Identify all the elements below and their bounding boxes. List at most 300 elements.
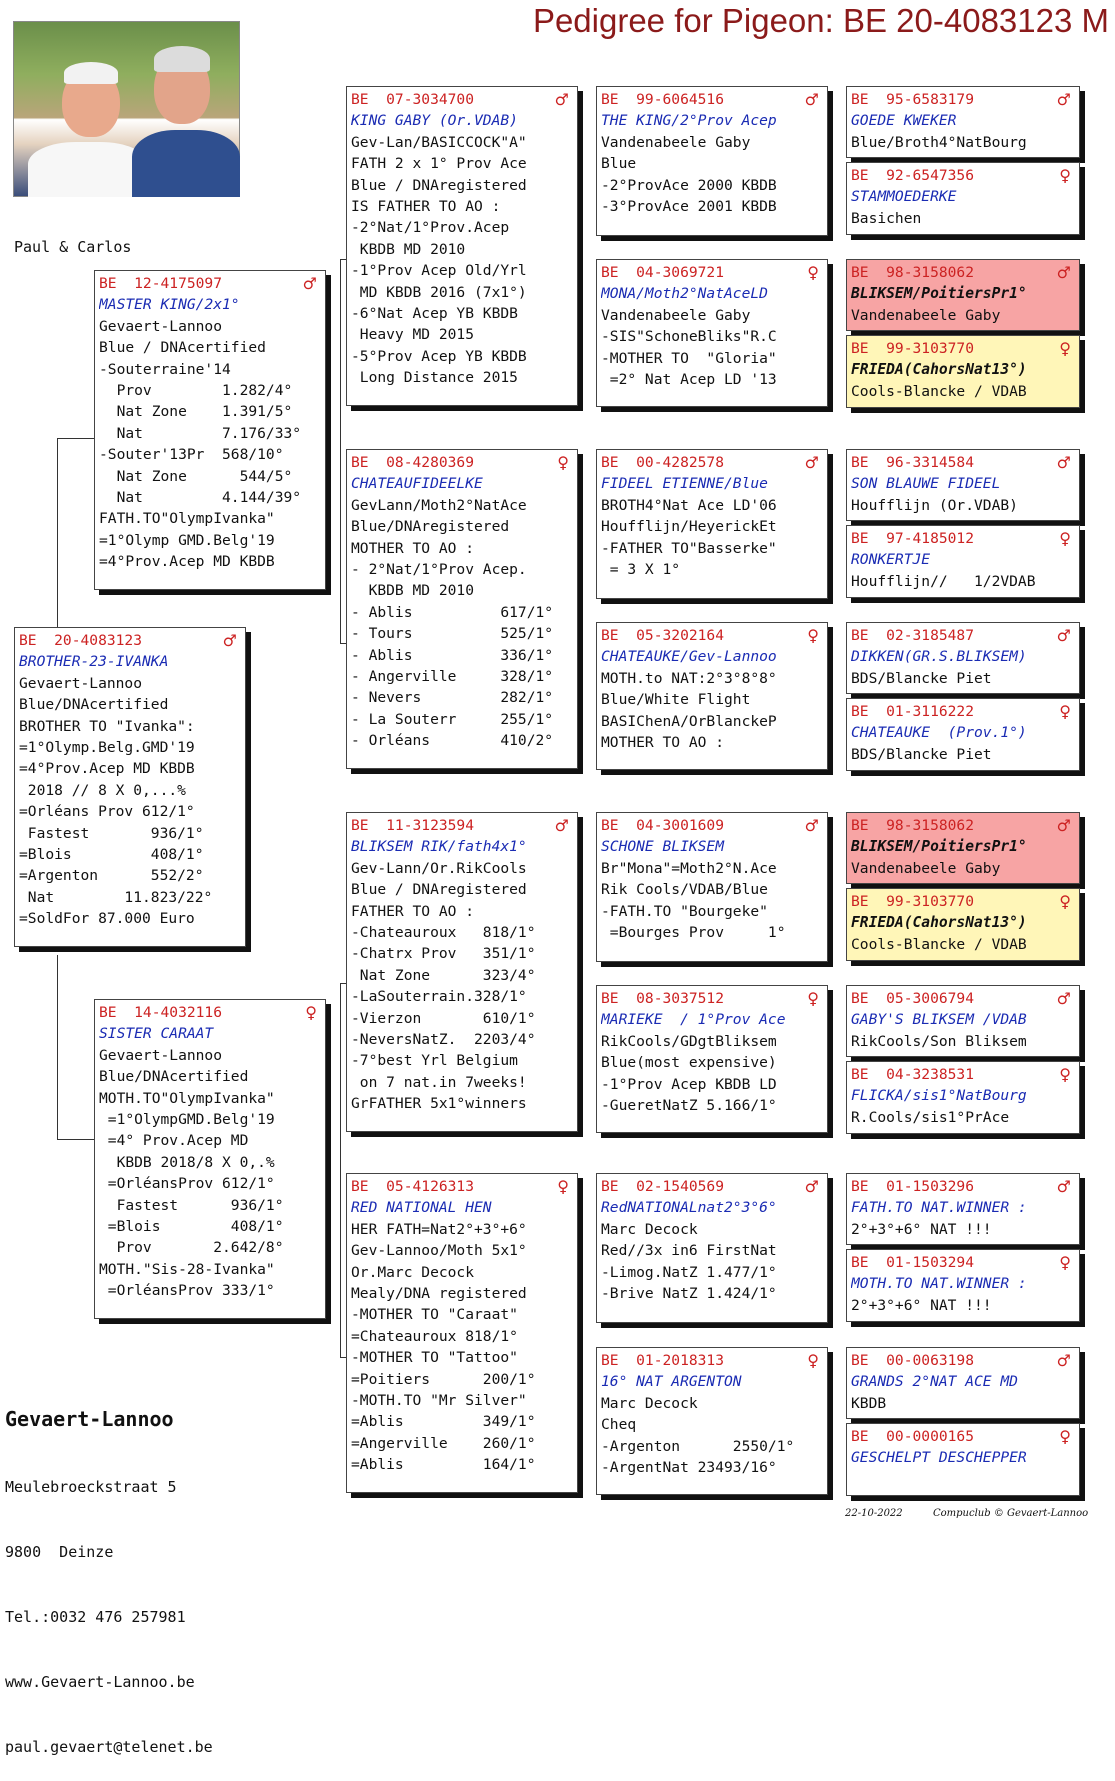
pigeon-card-sire[interactable] (94, 270, 326, 590)
pigeon-name: GRANDS 2°NAT ACE MD (851, 1373, 1018, 1391)
pigeon-detail-line: -NeversNatZ. 2203/4° (351, 1030, 536, 1048)
pigeon-name: MONA/Moth2°NatAceLD (601, 285, 768, 303)
pigeon-name: GESCHELPT DESCHEPPER (851, 1449, 1027, 1467)
connector-line (57, 438, 95, 439)
female-symbol-icon: ♀ (1059, 1065, 1071, 1084)
pigeon-card-g9[interactable] (846, 812, 1080, 884)
ring-number: BE 01-1503294 (851, 1254, 975, 1271)
male-symbol-icon: ♂ (804, 1177, 819, 1196)
ring-number-row (19, 630, 241, 651)
connector-line (57, 1139, 95, 1140)
male-symbol-icon: ♂ (804, 90, 819, 109)
pigeon-detail-line: Nat 4.144/39° (99, 488, 302, 506)
pigeon-detail-line: Houfflijn// 1/2VDAB (851, 572, 1036, 590)
male-symbol-icon: ♂ (1056, 989, 1071, 1008)
pigeon-detail-line: RikCools/GDgtBliksem (601, 1032, 777, 1050)
pigeon-card-g1[interactable] (846, 86, 1080, 158)
ring-number: BE 04-3238531 (851, 1066, 975, 1083)
pigeon-detail-line: =Bourges Prov 1° (601, 923, 786, 941)
pigeon-detail-line: =Ablis 164/1° (351, 1456, 536, 1474)
male-symbol-icon: ♂ (1056, 263, 1071, 282)
pigeon-detail-line: =Blois 408/1° (99, 1217, 284, 1235)
pigeon-detail-line: -Souter'13Pr 568/10° (99, 446, 284, 464)
ring-number: BE 07-3034700 (351, 91, 475, 108)
male-symbol-icon: ♂ (1056, 1177, 1071, 1196)
pigeon-detail-line: =4°Prov.Acep MD KBDB (99, 553, 275, 571)
pigeon-detail-line: GrFATHER 5x1°winners (351, 1095, 527, 1113)
connector-line (340, 259, 341, 644)
ring-number: BE 04-3001609 (601, 817, 725, 834)
pigeon-card-g5[interactable] (846, 449, 1080, 521)
pigeon-detail-line: Gevaert-Lannoo (99, 317, 223, 335)
ring-number: BE 02-1540569 (601, 1178, 725, 1195)
pigeon-detail-line: Rik Cools/VDAB/Blue (601, 881, 768, 899)
pigeon-detail-line: Vandenabeele Gaby (851, 306, 1001, 324)
pigeon-detail-line: -SIS"SchoneBliks"R.C (601, 328, 777, 346)
pigeon-detail-line: MOTH.TO"OlympIvanka" (99, 1089, 275, 1107)
pigeon-detail-line: MOTHER TO AO : (351, 539, 475, 557)
ring-number-row (851, 815, 1075, 836)
pigeon-detail-line: BDS/Blancke Piet (851, 745, 992, 763)
connector-line (57, 955, 58, 1140)
ring-number: BE 02-3185487 (851, 627, 975, 644)
ring-number-row (851, 89, 1075, 110)
pigeon-detail-line: Gev-Lan/BASICCOCK"A" (351, 133, 527, 151)
pigeon-detail-line: Blue/Broth4°NatBourg (851, 133, 1027, 151)
pigeon-detail-line: MD KBDB 2016 (7x1°) (351, 283, 527, 301)
ring-number: BE 01-3116222 (851, 703, 975, 720)
female-symbol-icon: ♀ (557, 453, 569, 472)
pigeon-detail-line: -1°Prov Acep Old/Yrl (351, 262, 527, 280)
pigeon-detail-line: -MOTHER TO "Tattoo" (351, 1349, 518, 1367)
pigeon-detail-line: =4°Prov.Acep MD KBDB (19, 760, 195, 778)
pigeon-name: RED NATIONAL HEN (351, 1199, 492, 1217)
website-link[interactable]: www.Gevaert-Lannoo.be (5, 1673, 195, 1692)
female-symbol-icon: ♀ (807, 989, 819, 1008)
male-symbol-icon: ♂ (302, 274, 317, 293)
ring-number-row (851, 528, 1075, 549)
pigeon-detail-line: Marc Decock (601, 1394, 698, 1412)
pigeon-card-g14[interactable] (846, 1249, 1080, 1322)
pigeon-detail-line: - Angerville 328/1° (351, 667, 554, 685)
male-symbol-icon: ♂ (804, 816, 819, 835)
ring-number-row (601, 625, 823, 646)
pigeon-detail-line: KBDB MD 2010 (351, 240, 466, 258)
pigeon-card-g6[interactable] (846, 525, 1080, 598)
pigeon-detail-line: Fastest 936/1° (19, 824, 204, 842)
ring-number: BE 01-1503296 (851, 1178, 975, 1195)
pigeon-detail-line: GevLann/Moth2°NatAce (351, 496, 527, 514)
pigeon-detail-line: =1°Olymp.Belg.GMD'19 (19, 738, 195, 756)
pigeon-detail-line: -Limog.NatZ 1.477/1° (601, 1263, 777, 1281)
ring-number-row (99, 1002, 321, 1023)
pigeon-name: STAMMOEDERKE (851, 188, 957, 206)
pigeon-card-dss[interactable] (596, 812, 828, 962)
pigeon-detail-line: IS FATHER TO AO : (351, 197, 501, 215)
pigeon-name: FRIEDA(CahorsNat13°) (851, 361, 1027, 379)
ring-number: BE 97-4185012 (851, 530, 975, 547)
pigeon-detail-line: - La Souterr 255/1° (351, 710, 554, 728)
ring-number: BE 05-3202164 (601, 627, 725, 644)
ring-number: BE 08-3037512 (601, 990, 725, 1007)
ring-number: BE 96-3314584 (851, 454, 975, 471)
ring-number: BE 00-4282578 (601, 454, 725, 471)
ring-number-row (351, 1176, 573, 1197)
pigeon-detail-line: -ArgentNat 23493/16° (601, 1458, 777, 1476)
pigeon-card-g10[interactable] (846, 888, 1080, 961)
pigeon-name: GOEDE KWEKER (851, 112, 957, 130)
ring-number-row (601, 452, 823, 473)
pigeon-detail-line: - Orléans 410/2° (351, 732, 554, 750)
pigeon-detail-line: = 3 X 1° (601, 560, 681, 578)
print-date: 22-10-2022 (845, 1508, 903, 1519)
ring-number-row (601, 1350, 823, 1371)
male-symbol-icon: ♂ (554, 90, 569, 109)
pigeon-name: THE KING/2°Prov Acep (601, 112, 777, 130)
pigeon-detail-line: BDS/Blancke Piet (851, 669, 992, 687)
pigeon-name: RONKERTJE (851, 551, 931, 569)
ring-number-row (851, 1176, 1075, 1197)
pigeon-detail-line: =Poitiers 200/1° (351, 1370, 536, 1388)
pigeon-detail-line: =Blois 408/1° (19, 845, 204, 863)
pigeon-detail-line: KBDB MD 2010 (351, 582, 475, 600)
ring-number: BE 99-6064516 (601, 91, 725, 108)
pigeon-detail-line: Nat 11.823/22° (19, 888, 213, 906)
pigeon-name: DIKKEN(GR.S.BLIKSEM) (851, 648, 1027, 666)
pigeon-card-ds[interactable] (346, 812, 578, 1132)
ring-number-row (851, 165, 1075, 186)
pigeon-detail-line: =Chateauroux 818/1° (351, 1327, 518, 1345)
pigeon-detail-line: Blue / DNAregistered (351, 881, 527, 899)
pigeon-card-g16[interactable] (846, 1423, 1080, 1496)
ring-number-row (851, 1426, 1075, 1447)
pigeon-name: FIDEEL ETIENNE/Blue (601, 475, 768, 493)
address-line: Meulebroeckstraat 5 (5, 1477, 177, 1496)
ring-number-row (351, 452, 573, 473)
pigeon-detail-line: =4° Prov.Acep MD (99, 1132, 249, 1150)
pigeon-card-sd[interactable] (346, 449, 578, 769)
ring-number-row (851, 262, 1075, 283)
pigeon-detail-line: =Angerville 260/1° (351, 1434, 536, 1452)
phone-line: Tel.:0032 476 257981 (5, 1608, 186, 1627)
pigeon-detail-line: FATH 2 x 1° Prov Ace (351, 155, 527, 173)
ring-number: BE 00-0063198 (851, 1352, 975, 1369)
pigeon-detail-line: Red//3x in6 FirstNat (601, 1242, 777, 1260)
pigeon-detail-line: Prov 2.642/8° (99, 1239, 284, 1257)
ring-number: BE 00-0000165 (851, 1428, 975, 1445)
pigeon-card-dsd[interactable] (596, 985, 828, 1133)
pigeon-detail-line: -MOTH.TO "Mr Silver" (351, 1391, 527, 1409)
pigeon-name: FRIEDA(CahorsNat13°) (851, 914, 1027, 932)
pigeon-detail-line: -6°Nat Acep YB KBDB (351, 304, 518, 322)
pigeon-detail-line: =OrléansProv 612/1° (99, 1175, 275, 1193)
pigeon-detail-line: =Orléans Prov 612/1° (19, 803, 195, 821)
female-symbol-icon: ♀ (1059, 892, 1071, 911)
pigeon-card-g13[interactable] (846, 1173, 1080, 1245)
pigeon-detail-line: - Nevers 282/1° (351, 689, 554, 707)
pigeon-detail-line: -3°ProvAce 2001 KBDB (601, 197, 777, 215)
pigeon-detail-line: Houfflijn (Or.VDAB) (851, 496, 1018, 514)
pigeon-detail-line: Blue/DNAcertified (19, 696, 169, 714)
pigeon-name: SCHONE BLIKSEM (601, 838, 725, 856)
pigeon-detail-line: -2°ProvAce 2000 KBDB (601, 176, 777, 194)
pigeon-card-g3[interactable] (846, 259, 1080, 331)
pigeon-name: CHATEAUKE (Prov.1°) (851, 724, 1027, 742)
male-symbol-icon: ♂ (1056, 1351, 1071, 1370)
pigeon-detail-line: Nat Zone 323/4° (351, 966, 536, 984)
female-symbol-icon: ♀ (807, 263, 819, 282)
ring-number-row (851, 701, 1075, 722)
pigeon-card-subject[interactable] (14, 627, 246, 947)
ring-number: BE 04-3069721 (601, 264, 725, 281)
email-link[interactable]: paul.gevaert@telenet.be (5, 1738, 213, 1757)
pigeon-detail-line: -MOTHER TO "Caraat" (351, 1306, 518, 1324)
pigeon-detail-line: - Ablis 336/1° (351, 646, 554, 664)
pigeon-detail-line: Blue/DNAcertified (99, 1068, 249, 1086)
female-symbol-icon: ♀ (557, 1177, 569, 1196)
pigeon-detail-line: 2°+3°+6° NAT !!! (851, 1296, 992, 1314)
pigeon-name: SON BLAUWE FIDEEL (851, 475, 1001, 493)
pigeon-detail-line: Blue / DNAregistered (351, 176, 527, 194)
pigeon-detail-line: =OrléansProv 333/1° (99, 1282, 275, 1300)
ring-number: BE 08-4280369 (351, 454, 475, 471)
pigeon-name: GABY'S BLIKSEM /VDAB (851, 1011, 1027, 1029)
pigeon-card-sss[interactable] (596, 86, 828, 236)
pigeon-detail-line: Gev-Lannoo/Moth 5x1° (351, 1242, 527, 1260)
photo-caption: Paul & Carlos (14, 238, 132, 256)
pigeon-detail-line: Blue/DNAregistered (351, 518, 510, 536)
pigeon-detail-line: HER FATH=Nat2°+3°+6° (351, 1220, 527, 1238)
pigeon-detail-line: -FATH.TO "Bourgeke" (601, 902, 768, 920)
pigeon-detail-line: BROTHER TO "Ivanka": (19, 717, 195, 735)
ring-number: BE 99-3103770 (851, 340, 975, 357)
pigeon-detail-line: -1°Prov Acep KBDB LD (601, 1075, 777, 1093)
pigeon-detail-line: -2°Nat/1°Prov.Acep (351, 219, 510, 237)
ring-number-row (601, 262, 823, 283)
pigeon-name: RedNATIONALnat2°3°6° (601, 1199, 777, 1217)
ring-number: BE 12-4175097 (99, 275, 223, 292)
pigeon-card-g11[interactable] (846, 985, 1080, 1057)
pigeon-card-dd[interactable] (346, 1173, 578, 1493)
pigeon-name: BROTHER-23-IVANKA (19, 653, 169, 671)
pigeon-detail-line: =SoldFor 87.000 Euro (19, 910, 195, 928)
pigeon-detail-line: KBDB 2018/8 X 0,.% (99, 1153, 275, 1171)
pigeon-detail-line: =Argenton 552/2° (19, 867, 204, 885)
pigeon-card-g8[interactable] (846, 698, 1080, 771)
pigeon-detail-line: Nat Zone 1.391/5° (99, 403, 293, 421)
pigeon-detail-line: - Ablis 617/1° (351, 603, 554, 621)
pigeon-detail-line: - Tours 525/1° (351, 625, 554, 643)
ring-number: BE 05-4126313 (351, 1178, 475, 1195)
pigeon-detail-line: Blue(most expensive) (601, 1054, 777, 1072)
female-symbol-icon: ♀ (1059, 529, 1071, 548)
ring-number-row (851, 625, 1075, 646)
ring-number-row (851, 1064, 1075, 1085)
ring-number: BE 20-4083123 (19, 632, 143, 649)
city-line: 9800 Deinze (5, 1542, 114, 1561)
pigeon-detail-line: 2018 // 8 X 0,...% (19, 781, 186, 799)
pigeon-detail-line: Mealy/DNA registered (351, 1284, 527, 1302)
female-symbol-icon: ♀ (1059, 1427, 1071, 1446)
pigeon-name: MASTER KING/2x1° (99, 296, 240, 314)
pigeon-detail-line: Nat Zone 544/5° (99, 467, 293, 485)
pigeon-detail-line: Basichen (851, 209, 922, 227)
pigeon-detail-line: Br"Mona"=Moth2°N.Ace (601, 859, 777, 877)
ring-number-row (851, 988, 1075, 1009)
pigeon-detail-line: -Chatrx Prov 351/1° (351, 945, 536, 963)
pigeon-detail-line: MOTH."Sis-28-Ivanka" (99, 1260, 275, 1278)
pigeon-detail-line: -Vierzon 610/1° (351, 1009, 536, 1027)
pigeon-card-g4[interactable] (846, 335, 1080, 408)
pigeon-detail-line: BROTH4°Nat Ace LD'06 (601, 496, 777, 514)
ring-number-row (851, 1350, 1075, 1371)
pigeon-detail-line: -Brive NatZ 1.424/1° (601, 1284, 777, 1302)
pigeon-name: CHATEAUFIDEELKE (351, 475, 483, 493)
pigeon-detail-line: 2°+3°+6° NAT !!! (851, 1220, 992, 1238)
ring-number: BE 14-4032116 (99, 1004, 223, 1021)
pigeon-detail-line: -Argenton 2550/1° (601, 1437, 795, 1455)
pigeon-detail-line: Nat 7.176/33° (99, 424, 302, 442)
ring-number-row (351, 89, 573, 110)
male-symbol-icon: ♂ (1056, 626, 1071, 645)
pigeon-detail-line: Prov 1.282/4° (99, 381, 293, 399)
pigeon-detail-line: =Ablis 349/1° (351, 1413, 536, 1431)
pigeon-detail-line: Vandenabeele Gaby (601, 306, 751, 324)
ring-number-row (351, 815, 573, 836)
pigeon-card-g7[interactable] (846, 622, 1080, 694)
pigeon-detail-line: Blue / DNAcertified (99, 339, 266, 357)
pigeon-detail-line: MOTH.to NAT:2°3°8°8° (601, 669, 777, 687)
ring-number: BE 98-3158062 (851, 817, 975, 834)
pigeon-detail-line: Gev-Lann/Or.RikCools (351, 859, 527, 877)
pigeon-card-dam[interactable] (94, 999, 326, 1319)
pigeon-detail-line: Blue/White Flight (601, 691, 751, 709)
pigeon-detail-line: -FATHER TO"Basserke" (601, 539, 777, 557)
credit-text: Compuclub © Gevaert-Lannoo (933, 1508, 1089, 1519)
ring-number-row (601, 89, 823, 110)
connector-line (340, 983, 341, 1358)
breeder-name: Gevaert-Lannoo (5, 1407, 174, 1432)
pigeon-detail-line: -5°Prov Acep YB KBDB (351, 347, 527, 365)
pigeon-name: BLIKSEM/PoitiersPr1° (851, 838, 1027, 856)
pigeon-detail-line: Marc Decock (601, 1220, 698, 1238)
pigeon-detail-line: Houfflijn/HeyerickEt (601, 518, 777, 536)
pigeon-detail-line: =1°OlympGMD.Belg'19 (99, 1110, 275, 1128)
pigeon-name: MARIEKE / 1°Prov Ace (601, 1011, 786, 1029)
female-symbol-icon: ♀ (1059, 339, 1071, 358)
male-symbol-icon: ♂ (1056, 453, 1071, 472)
pigeon-detail-line: Or.Marc Decock (351, 1263, 475, 1281)
female-symbol-icon: ♀ (1059, 166, 1071, 185)
female-symbol-icon: ♀ (1059, 702, 1071, 721)
pigeon-detail-line: -Souterraine'14 (99, 360, 231, 378)
pigeon-detail-line: Vandenabeele Gaby (851, 859, 1001, 877)
pigeon-card-sdd[interactable] (596, 622, 828, 770)
pigeon-card-ssd[interactable] (596, 259, 828, 407)
ring-number-row (851, 452, 1075, 473)
male-symbol-icon: ♂ (1056, 90, 1071, 109)
pigeon-detail-line: -LaSouterrain.328/1° (351, 988, 527, 1006)
ring-number: BE 98-3158062 (851, 264, 975, 281)
ring-number: BE 99-3103770 (851, 893, 975, 910)
pigeon-detail-line: BASIChenA/OrBlanckeP (601, 712, 777, 730)
pigeon-detail-line: Heavy MD 2015 (351, 326, 475, 344)
female-symbol-icon: ♀ (807, 626, 819, 645)
pigeon-detail-line: =2° Nat Acep LD '13 (601, 370, 777, 388)
pigeon-card-ss[interactable] (346, 86, 578, 406)
ring-number: BE 05-3006794 (851, 990, 975, 1007)
pigeon-detail-line: -Chateauroux 818/1° (351, 923, 536, 941)
pigeon-card-sds[interactable] (596, 449, 828, 599)
ring-number: BE 95-6583179 (851, 91, 975, 108)
ring-number-row (851, 338, 1075, 359)
pigeon-detail-line: Long Distance 2015 (351, 369, 518, 387)
pigeon-name: KING GABY (Or.VDAB) (351, 112, 518, 130)
pigeon-card-dds[interactable] (596, 1173, 828, 1323)
pigeon-detail-line: Cools-Blancke / VDAB (851, 382, 1027, 400)
male-symbol-icon: ♂ (222, 631, 237, 650)
pigeon-name: FATH.TO NAT.WINNER : (851, 1199, 1027, 1217)
pigeon-name: FLICKA/sis1°NatBourg (851, 1087, 1027, 1105)
page-title: Pedigree for Pigeon: BE 20-4083123 M (532, 2, 1109, 39)
ring-number-row (601, 815, 823, 836)
ring-number-row (99, 273, 321, 294)
ring-number-row (601, 1176, 823, 1197)
pigeon-detail-line: KBDB (851, 1394, 887, 1412)
pigeon-detail-line: Vandenabeele Gaby (601, 133, 751, 151)
pigeon-detail-line: FATHER TO AO : (351, 902, 475, 920)
male-symbol-icon: ♂ (1056, 816, 1071, 835)
pigeon-detail-line: Cools-Blancke / VDAB (851, 935, 1027, 953)
ring-number-row (851, 891, 1075, 912)
pigeon-name: CHATEAUKE/Gev-Lannoo (601, 648, 777, 666)
pigeon-name: BLIKSEM RIK/fath4x1° (351, 838, 527, 856)
ring-number: BE 01-2018313 (601, 1352, 725, 1369)
pigeon-detail-line: Blue (601, 155, 637, 173)
pigeon-detail-line: FATH.TO"OlympIvanka" (99, 510, 275, 528)
female-symbol-icon: ♀ (305, 1003, 317, 1022)
breeder-contact (5, 1362, 213, 1781)
ring-number: BE 92-6547356 (851, 167, 975, 184)
pigeon-name: 16° NAT ARGENTON (601, 1373, 742, 1391)
pigeon-detail-line: on 7 nat.in 7weeks! (351, 1073, 527, 1091)
ring-number-row (601, 988, 823, 1009)
pigeon-name: BLIKSEM/PoitiersPr1° (851, 285, 1027, 303)
pigeon-card-g15[interactable] (846, 1347, 1080, 1419)
pigeon-detail-line: -7°best Yrl Belgium (351, 1052, 518, 1070)
pigeon-detail-line: Gevaert-Lannoo (99, 1046, 223, 1064)
female-symbol-icon: ♀ (807, 1351, 819, 1370)
pigeon-detail-line: -GueretNatZ 5.166/1° (601, 1096, 777, 1114)
ring-number: BE 11-3123594 (351, 817, 475, 834)
pigeon-name: MOTH.TO NAT.WINNER : (851, 1275, 1027, 1293)
connector-line (57, 438, 58, 630)
pigeon-card-g2[interactable] (846, 162, 1080, 235)
pigeon-detail-line: Gevaert-Lannoo (19, 674, 143, 692)
pigeon-detail-line: R.Cools/sis1°PrAce (851, 1108, 1010, 1126)
pigeon-name: SISTER CARAAT (99, 1025, 214, 1043)
pigeon-detail-line: RikCools/Son Bliksem (851, 1032, 1027, 1050)
pigeon-detail-line: - 2°Nat/1°Prov Acep. (351, 560, 527, 578)
male-symbol-icon: ♂ (804, 453, 819, 472)
pigeon-card-g12[interactable] (846, 1061, 1080, 1134)
pigeon-card-ddd[interactable] (596, 1347, 828, 1495)
pigeon-detail-line: =1°Olymp GMD.Belg'19 (99, 531, 275, 549)
pigeon-detail-line: MOTHER TO AO : (601, 733, 725, 751)
ring-number-row (851, 1252, 1075, 1273)
pigeon-detail-line: -MOTHER TO "Gloria" (601, 349, 777, 367)
male-symbol-icon: ♂ (554, 816, 569, 835)
